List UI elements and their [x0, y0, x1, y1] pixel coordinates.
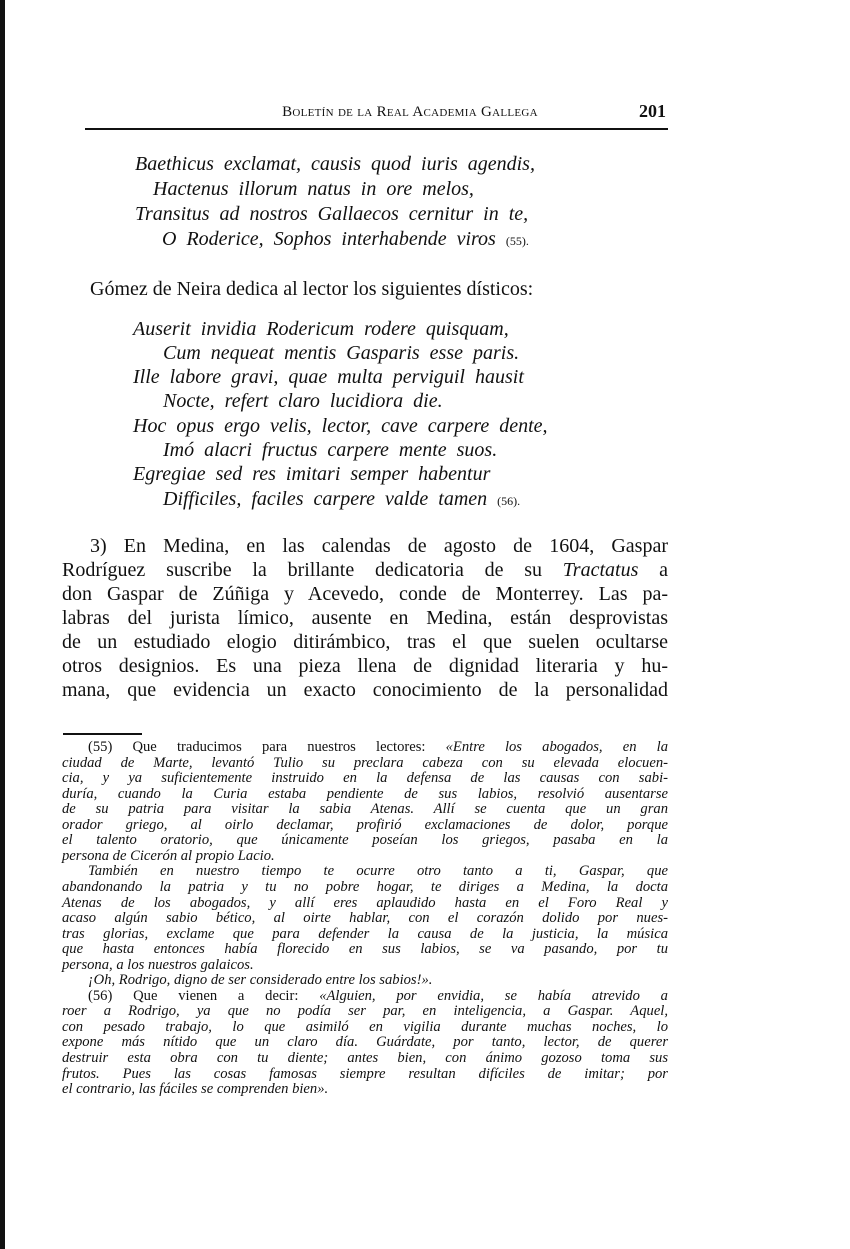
paragraph-line: 3) En Medina, en las calendas de agosto de 1604, Gaspar — [90, 535, 668, 557]
footnote-text: tras glorias, exclame que para defender la causa de la justicia, la música — [62, 925, 668, 942]
footnote-text: expone más nítido que un claro día. Guárdate, por tanto, lector, de querer — [62, 1034, 668, 1051]
footnote-line — [88, 739, 668, 756]
footnote-line — [62, 1066, 668, 1083]
footnote-line — [62, 1034, 668, 1051]
paragraph-line: mana, que evidencia un exacto conocimiento de la personalidad — [62, 679, 668, 701]
footnote-line — [62, 879, 668, 896]
page-header — [85, 100, 668, 130]
footnote-line — [62, 941, 668, 958]
page-number: 201 — [639, 101, 666, 121]
verse-text: O Roderice, Sophos interhabende viros — [162, 228, 496, 250]
footnote-text: el talento oratorio, que únicamente poseían los griegos, pasaba en la — [62, 832, 668, 849]
footnote-text: acaso algún sabio bético, al oirte hablar, con el corazón dolido por nues- — [62, 910, 668, 927]
footnote-text: «Entre los abogados, en la — [445, 739, 668, 755]
scan-edge — [0, 0, 5, 1249]
footnote-text: cia, y ya suficientemente instruido en la defensa de las causas con sabi- — [62, 770, 668, 787]
footnote-text: duría, cuando la Curia estaba pendiente de sus labios, resolvió ausentarse — [62, 785, 668, 802]
footnote-line — [62, 801, 668, 818]
footnote-text: de su patria para visitar la sabia Atenas. Allí se cuenta que un gran — [62, 801, 668, 818]
paragraph-line: don Gaspar de Zúñiga y Acevedo, conde de Monterrey. Las pa- — [62, 583, 668, 605]
footnote-text: que hasta entonces había florecido en sus labios, se va pasando, por tu — [62, 941, 668, 958]
footnote-line — [62, 957, 668, 974]
footnote-text: destruir esta obra con tu diente; antes bien, con ánimo gozoso toma sus — [62, 1050, 668, 1066]
footnote-ref-55[interactable]: (55). — [505, 234, 529, 248]
footnote-line — [88, 972, 668, 989]
footnote-line — [62, 1050, 668, 1067]
verse-line: Nocte, refert claro lucidiora die. — [163, 390, 443, 412]
footnote-line — [62, 848, 668, 865]
paragraph-line: de un estudiado elogio ditirámbico, tras el que suelen ocultarse — [62, 631, 668, 653]
verse-line: Baethicus exclamat, causis quod iuris agendis, — [135, 153, 535, 175]
footnote-line — [62, 832, 668, 849]
footnote-line — [88, 988, 668, 1005]
footnote-line — [88, 863, 668, 880]
footnote-line — [62, 926, 668, 943]
footnote-text: el contrario, las fáciles se comprenden bien». — [62, 1081, 329, 1098]
footnote-label: (56) Que vienen a decir: — [88, 987, 299, 1004]
paragraph-line: otros designios. Es una pieza llena de dignidad literaria y hu- — [62, 655, 668, 677]
text: Rodríguez suscribe la brillante dedicatoria de su — [62, 559, 543, 581]
verse-line: Transitus ad nostros Gallaecos cernitur in te, — [135, 203, 529, 225]
verse-line: Auserit invidia Rodericum rodere quisquam, — [133, 318, 509, 340]
verse-line: Hoc opus ergo velis, lector, cave carpere dente, — [133, 415, 548, 437]
verse-line: Cum nequeat mentis Gasparis esse paris. — [163, 342, 520, 364]
verse-line: Egregiae sed res imitari semper habentur — [133, 463, 491, 485]
footnote-line — [62, 755, 668, 772]
running-title: Boletín de la Real Academia Gallega — [282, 104, 538, 120]
intro-sentence: Gómez de Neira dedica al lector los siguientes dísticos: — [90, 278, 534, 300]
footnote-text: Atenas de los abogados, y allí eres aplaudido hasta en el Foro Real y — [62, 894, 668, 911]
footnote-line — [62, 910, 668, 927]
footnote-line — [62, 786, 668, 803]
footnote-text: roer a Rodrigo, ya que no podía ser par, en inteligencia, a Gaspar. Aquel, — [62, 1003, 668, 1020]
footnote-line — [62, 817, 668, 834]
footnote-text: «Alguien, por envidia, se había atrevido a — [319, 987, 668, 1004]
paragraph-line — [62, 559, 668, 582]
footnote-text: ciudad de Marte, levantó Tulio su preclara cabeza con su elevada elocuen- — [62, 754, 668, 771]
verse-line — [163, 488, 520, 511]
verse-line: Hactenus illorum natus in ore melos, — [153, 178, 474, 200]
verse-line — [162, 228, 529, 251]
footnote-label: (55) Que traducimos para nuestros lectores: — [88, 739, 426, 755]
footnote-text: frutos. Pues las cosas famosas siempre resultan difíciles de imitar; por — [62, 1065, 668, 1082]
paragraph-line: labras del jurista límico, ausente en Medina, están desprovistas — [62, 607, 668, 629]
verse-line: Imó alacri fructus carpere mente suos. — [163, 439, 498, 461]
footnote-line — [62, 770, 668, 787]
text: a — [659, 559, 669, 581]
verse-line: Ille labore gravi, quae multa perviguil hausit — [133, 366, 524, 388]
footnote-text: con pesado trabajo, lo que asimiló en vigilia durante muchas noches, lo — [62, 1018, 668, 1035]
footnote-ref-56[interactable]: (56). — [497, 494, 521, 508]
footnote-line — [62, 1003, 668, 1020]
footnote-text: persona de Cicerón al propio Lacio. — [62, 847, 275, 864]
footnote-text: También en nuestro tiempo te ocurre otro tanto a ti, Gaspar, que — [88, 863, 668, 880]
footnote-text: persona, a los nuestros galaicos. — [62, 956, 254, 973]
footnote-text: ¡Oh, Rodrigo, digno de ser considerado entre los sabios!». — [88, 972, 433, 989]
footnote-text: orador griego, al oirlo declamar, profirió exclamaciones de dolor, porque — [62, 816, 668, 833]
footnote-text: abandonando la patria y tu no pobre hogar, te diriges a Medina, la docta — [62, 878, 668, 895]
footnote-rule — [63, 733, 142, 735]
footnote-line — [62, 1081, 668, 1098]
verse-text: Difficiles, faciles carpere valde tamen — [163, 488, 488, 510]
work-title: Tractatus — [562, 559, 639, 581]
footnote-line — [62, 895, 668, 912]
footnote-line — [62, 1019, 668, 1036]
